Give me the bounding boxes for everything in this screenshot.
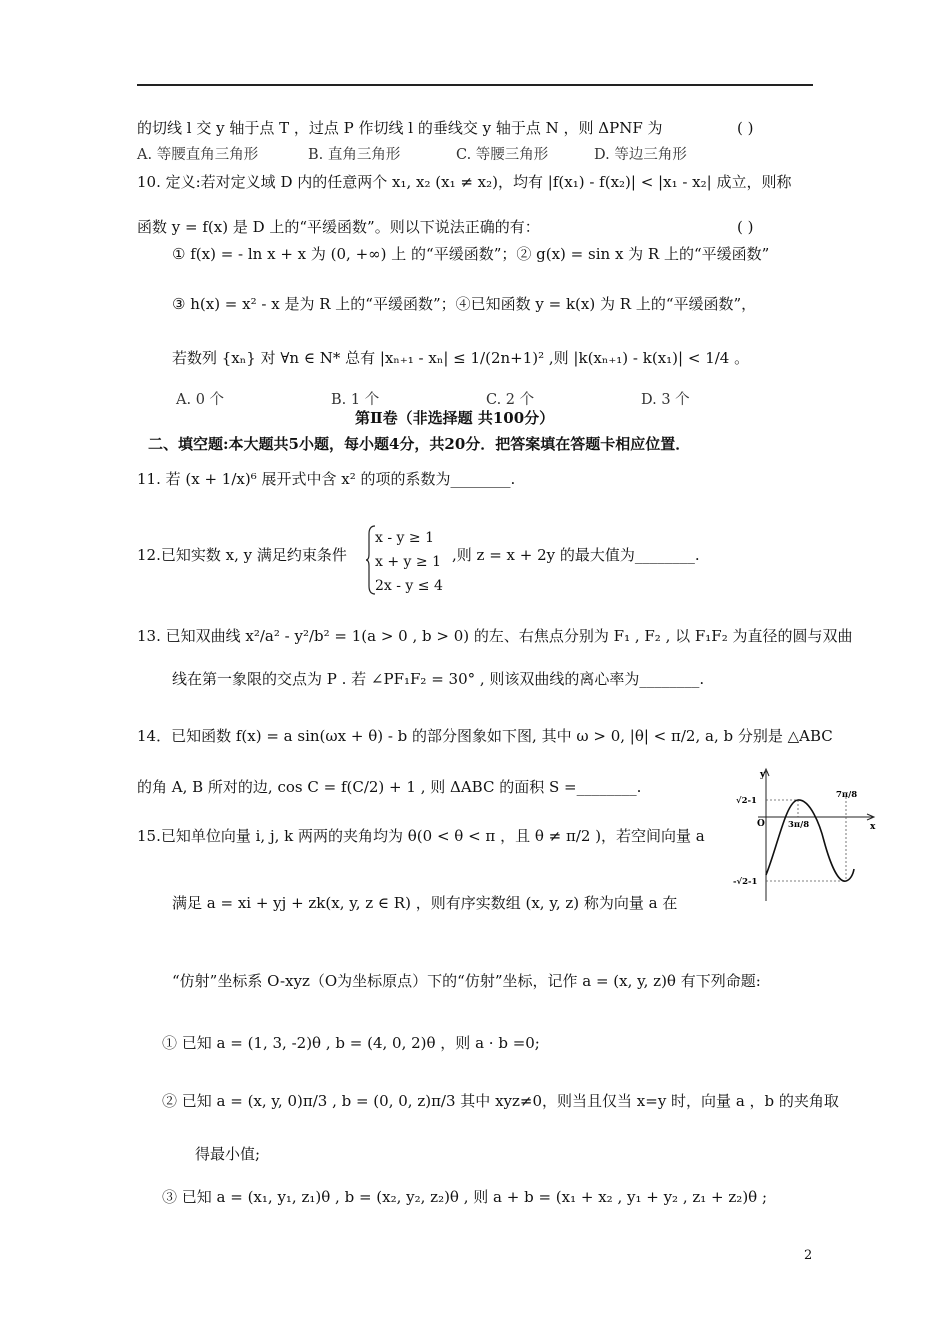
q9-choice-c: C. 等腰三角形 — [456, 147, 549, 163]
graph-y-label: y — [760, 770, 766, 780]
sine-graph — [728, 763, 878, 903]
header-rule — [137, 84, 813, 86]
q10-choice-b: B. 1 个 — [331, 392, 380, 408]
q13-line2: 线在第一象限的交点为 P . 若 ∠PF₁F₂ = 30° , 则该双曲线的离心率为________. — [172, 670, 705, 688]
graph-origin-label: O — [757, 819, 765, 829]
graph-bottom-label: -√2-1 — [733, 877, 758, 887]
q10-item2: ③ h(x) = x² - x 是为 R 上的“平缓函数”；④已知函数 y = k(x) 为 R 上的“平缓函数”， — [172, 295, 757, 313]
graph-right-label: 7π/8 — [836, 790, 858, 800]
q12-constraint-3: 2x - y ≤ 4 — [375, 578, 443, 594]
q10-line1: 10. 定义:若对定义域 D 内的任意两个 x₁, x₂ (x₁ ≠ x₂)，均有 |f(x₁) - f(x₂)| < |x₁ - x₂| 成立，则称 — [137, 173, 792, 191]
fill-in-header: 二、填空题:本大题共5小题，每小题4分，共20分．把答案填在答题卡相应位置． — [148, 435, 691, 453]
q10-item1: ① f(x) = - ln x + x 为 (0, +∞) 上 的“平缓函数”；② g(x) = sin x 为 R 上的“平缓函数” — [172, 245, 770, 263]
q11: 11. 若 (x + 1/x)⁶ 展开式中含 x² 的项的系数为________. — [137, 470, 516, 488]
part2-title: 第Ⅱ卷（非选择题 共100分） — [355, 409, 555, 427]
graph-curve — [766, 800, 854, 881]
q9-bracket: ( ) — [737, 119, 754, 137]
q14-line2: 的角 A, B 所对的边, cos C = f(C/2) + 1 , 则 ΔABC 的面积 S =________. — [137, 778, 642, 796]
q10-line2: 函数 y = f(x) 是 D 上的“平缓函数”。则以下说法正确的有： — [137, 218, 540, 236]
q10-item3: 若数列 {xₙ} 对 ∀n ∈ N* 总有 |xₙ₊₁ - xₙ| ≤ 1/(2n+1)² ,则 |k(xₙ₊₁) - k(x₁)| < 1/4 。 — [172, 349, 750, 367]
q9-choice-d: D. 等边三角形 — [594, 147, 687, 163]
q15-item1: ① 已知 a = (1, 3, -2)θ , b = (4, 0, 2)θ ，则 a · b =0; — [162, 1034, 540, 1052]
page-number: 2 — [804, 1248, 813, 1263]
q9-choice-b: B. 直角三角形 — [308, 147, 401, 163]
graph-x-label: x — [870, 822, 876, 832]
q15-line1: 15.已知单位向量 i, j, k 两两的夹角均为 θ(0 < θ < π ，且 θ ≠ π/2 )，若空间向量 a — [137, 827, 705, 845]
q15-line2: 满足 a = xi + yj + zk(x, y, z ∈ R) ，则有序实数组 (x, y, z) 称为向量 a 在 — [172, 894, 678, 912]
q15-item3: ③ 已知 a = (x₁, y₁, z₁)θ , b = (x₂, y₂, z₂)θ , 则 a + b = (x₁ + x₂ , y₁ + y₂ , z₁ + z₂)θ ; — [162, 1188, 768, 1206]
q15-item2: ② 已知 a = (x, y, 0)π/3 , b = (0, 0, z)π/3 其中 xyz≠0，则当且仅当 x=y 时，向量 a ，b 的夹角取 — [162, 1092, 839, 1110]
q9-tail: 的切线 l 交 y 轴于点 T ，过点 P 作切线 l 的垂线交 y 轴于点 N ，则 ΔPNF 为 — [137, 119, 663, 137]
q15-line3: “仿射”坐标系 O-xyz（O为坐标原点）下的“仿射”坐标，记作 a = (x, y, z)θ 有下列命题: — [172, 972, 761, 990]
q10-choice-c: C. 2 个 — [486, 392, 535, 408]
q12-text: 12.已知实数 x, y 满足约束条件 — [137, 546, 347, 564]
q15-item2b: 得最小值; — [195, 1145, 261, 1163]
q12-constraint-1: x - y ≥ 1 — [375, 530, 434, 546]
q10-choice-a: A. 0 个 — [176, 392, 225, 408]
q9-choice-a: A. 等腰直角三角形 — [137, 147, 259, 163]
q12-tail: ,则 z = x + 2y 的最大值为________. — [452, 546, 700, 564]
q14-line1: 14．已知函数 f(x) = a sin(ωx + θ) - b 的部分图象如下图, 其中 ω > 0, |θ| < π/2, a, b 分别是 △ABC — [137, 727, 833, 745]
q12-constraint-2: x + y ≥ 1 — [375, 554, 441, 570]
graph-peak-label: 3π/8 — [788, 820, 810, 830]
graph-top-label: √2-1 — [736, 796, 757, 806]
q13-line1: 13. 已知双曲线 x²/a² - y²/b² = 1(a > 0 , b > 0) 的左、右焦点分别为 F₁ , F₂ , 以 F₁F₂ 为直径的圆与双曲 — [137, 627, 853, 645]
q10-bracket: ( ) — [737, 218, 754, 236]
q10-choice-d: D. 3 个 — [641, 392, 690, 408]
